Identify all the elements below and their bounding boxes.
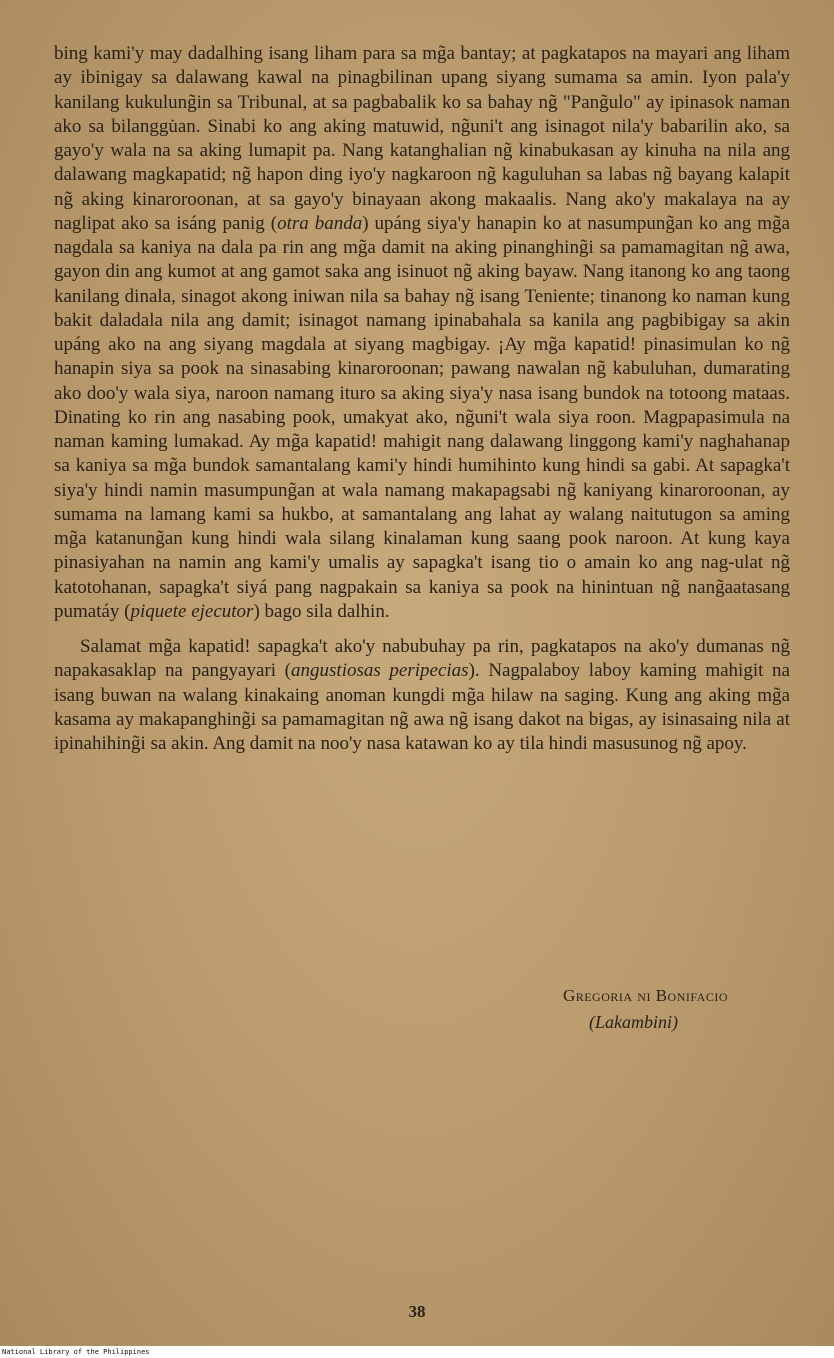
- body-text: [54, 42, 790, 756]
- paragraph: [54, 635, 790, 756]
- text-run: Salamat mg̃a kapatid! sapagka't ako'y nabubuhay pa rin, pagkatapos na ako'y dumanas ng̃ napakasaklap na pangyayari (: [54, 636, 790, 682]
- italic-phrase: piquete ejecutor: [130, 600, 254, 622]
- text-run: ) bago sila dalhin.: [253, 600, 390, 622]
- text-run: ). Nagpalaboy laboy kaming mahigit na isang buwan na walang kinakaing anoman kungdi mg̃a hilaw na saging. Kung ang aking mg̃a kasama ay makapanghing̃i sa pamamagitan ng̃ awa ng̃ isang dakot na bigas, ay isinasaing nila at ipinahihing̃i sa akin. Ang damit na noo'y nasa katawan ko ay tila hindi masusunog ng̃ apoy.: [54, 660, 790, 754]
- signature-block: [563, 982, 728, 1036]
- italic-phrase: otra banda: [277, 212, 363, 234]
- author-name: Gregoria ni Bonifacio: [562, 986, 728, 1005]
- text-run: ) upáng siya'y hanapin ko at nasumpung̃an ko ang mg̃a nagdala sa kaniya na dala pa rin ang mg̃a damit na aking pinanghing̃i sa pamamagitan ng̃ awa, gayon din ang kumot at ang gamot saka ang isinuot ng̃ aking bayaw. Nang itanong ko ang taong kanilang dinala, sinagot akong iniwan nila sa bahay ng̃ isang Teniente; tinanong ko naman kung bakit daladala nila ang damit; isinagot namang ipinabahala sa kanila ang pagbibigay sa akin upáng ako na ang siyang magdala at siyang magbigay. ¡Ay mg̃a kapatid! pinasimulan ko ng̃ hanapin siya sa pook na sinasabing kinaroroonan; pawang nawalan ng̃ kabuluhan, dumarating ako doo'y wala siya, naroon namang ituro sa aking siya'y nasa isang bundok na totoong mataas. Dinating ko rin ang nasabing pook, umakyat ako, ng̃uni't wala siya roon. Magpapasimula na naman kaming lumakad. Ay mg̃a kapatid! mahigit nang dalawang linggong kami'y naghahanap sa kaniya sa mg̃a bundok samantalang kami'y hindi humihinto kung hindi sa gabi. At sapagka't siya'y hindi namin masumpung̃an at wala namang makapagsabi ng̃ kaniyang kinaroroonan, ay sumama na lamang kami sa hukbo, at samantalang ang lahat ay walang naitutugon sa aming mg̃a katanung̃an kung hindi wala silang kinalaman kung saang pook naroon. At kung kaya pinasiyahan na namin ang kami'y umalis ay sapagka't isang tio o amain ko ang nag-ulat ng̃ katotohanan, sapagka't siyá pang nagpakain sa kaniya sa pook na hinintuan ng̃ nang̃aatasang pumatáy (: [54, 212, 790, 622]
- footer-credit: National Library of the Philippines: [0, 1346, 834, 1358]
- italic-phrase: angustiosas peripecias: [291, 660, 469, 682]
- author-pen-name: (Lakambini): [589, 1012, 678, 1032]
- text-run: bing kami'y may dadalhing isang liham para sa mg̃a bantay; at pagkatapos na mayari ang liham ay ibinigay sa dalawang kawal na pinagbilinan upang siyang sumama sa amin. Iyon pala'y kanilang kukulung̃in sa Tribunal, at sa pagbabalik ko sa bahay ng̃ "Pang̃ulo" ay ipinasok naman ako sa bilanggu̇an. Sinabi ko ang aking matuwid, ng̃uni't ang isinagot nila'y babarilin ako, sa gayo'y wala na sa aking lumapit pa. Nang katanghalian ng̃ kinabukasan ay kinuha na nila ang dalawang magkapatid; ng̃ hapon ding iyo'y nagkaroon ng̃ kaguluhan sa labas ng̃ bayang kalapit ng̃ aking kinaroroonan, at sa gayo'y binayaan akong makaalis. Nang ako'y makalaya na ay naglipat ako sa isáng panig (: [54, 43, 790, 234]
- page-number: 38: [408, 1302, 426, 1321]
- paragraph: [54, 42, 790, 624]
